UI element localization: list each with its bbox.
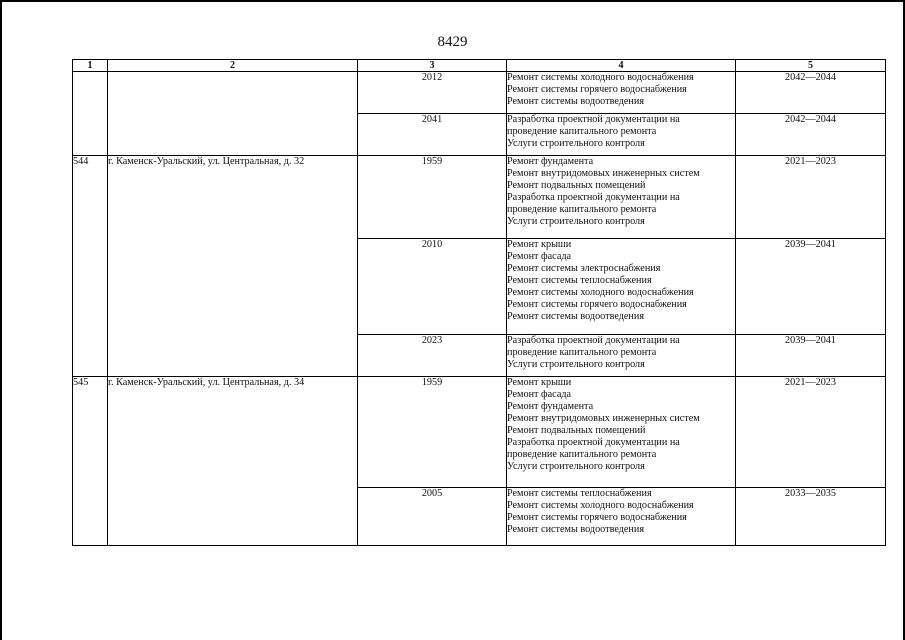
- row-address: г. Каменск-Уральский, ул. Центральная, д. 34: [108, 377, 358, 488]
- work-item: Ремонт системы холодного водоснабжения: [507, 287, 694, 298]
- work-item: Ремонт крыши: [507, 239, 572, 250]
- row-year: 2023: [358, 335, 507, 377]
- row-address: [108, 488, 358, 546]
- work-item: Ремонт внутридомовых инженерных систем: [507, 168, 700, 179]
- table-row: [73, 72, 886, 114]
- row-number: [73, 335, 108, 377]
- page-number: 8429: [437, 34, 468, 50]
- work-item: Услуги строительного контроля: [507, 461, 645, 472]
- row-period: 2021—2023: [736, 156, 886, 239]
- table-row: [73, 377, 886, 488]
- row-works: [507, 239, 736, 335]
- work-item: проведение капитального ремонта: [507, 347, 657, 358]
- row-number: 544: [73, 156, 108, 239]
- column-header-1: 1: [73, 60, 108, 72]
- row-year: 2041: [358, 114, 507, 156]
- row-address: [108, 239, 358, 335]
- table-row: [73, 335, 886, 377]
- work-item: Разработка проектной документации на: [507, 114, 680, 125]
- table-row: [73, 239, 886, 335]
- row-year: 2005: [358, 488, 507, 546]
- row-number: [73, 239, 108, 335]
- column-header-3: 3: [358, 60, 507, 72]
- work-item: Ремонт фундамента: [507, 156, 594, 167]
- row-year: 1959: [358, 156, 507, 239]
- work-item: Ремонт подвальных помещений: [507, 180, 646, 191]
- work-item: Ремонт фасада: [507, 389, 572, 400]
- work-item: Ремонт системы холодного водоснабжения: [507, 72, 694, 83]
- scan-border-top: [0, 0, 905, 2]
- row-address: [108, 114, 358, 156]
- row-year: 2012: [358, 72, 507, 114]
- work-item: проведение капитального ремонта: [507, 126, 657, 137]
- row-works: [507, 488, 736, 546]
- column-header-2: 2: [108, 60, 358, 72]
- work-item: Ремонт системы водоотведения: [507, 96, 645, 107]
- row-period: 2039—2041: [736, 239, 886, 335]
- work-item: Разработка проектной документации на: [507, 437, 680, 448]
- work-item: Ремонт фасада: [507, 251, 572, 262]
- work-item: проведение капитального ремонта: [507, 449, 657, 460]
- row-works: [507, 335, 736, 377]
- work-item: Ремонт системы горячего водоснабжения: [507, 299, 687, 310]
- row-works: [507, 114, 736, 156]
- row-period: 2042—2044: [736, 72, 886, 114]
- row-number: 545: [73, 377, 108, 488]
- row-works: [507, 156, 736, 239]
- work-item: Ремонт системы холодного водоснабжения: [507, 500, 694, 511]
- row-year: 1959: [358, 377, 507, 488]
- work-item: Ремонт системы электроснабжения: [507, 263, 661, 274]
- table-row: [73, 488, 886, 546]
- table-row: [73, 114, 886, 156]
- row-period: 2039—2041: [736, 335, 886, 377]
- row-period: 2042—2044: [736, 114, 886, 156]
- repair-schedule-table: [72, 59, 886, 546]
- row-address: г. Каменск-Уральский, ул. Центральная, д. 32: [108, 156, 358, 239]
- row-year: 2010: [358, 239, 507, 335]
- work-item: Ремонт крыши: [507, 377, 572, 388]
- work-item: проведение капитального ремонта: [507, 204, 657, 215]
- work-item: Ремонт системы теплоснабжения: [507, 275, 652, 286]
- row-works: [507, 72, 736, 114]
- work-item: Ремонт системы горячего водоснабжения: [507, 84, 687, 95]
- row-works: [507, 377, 736, 488]
- work-item: Ремонт внутридомовых инженерных систем: [507, 413, 700, 424]
- table-row: [73, 156, 886, 239]
- work-item: Ремонт системы горячего водоснабжения: [507, 512, 687, 523]
- row-number: [73, 72, 108, 114]
- work-item: Разработка проектной документации на: [507, 192, 680, 203]
- row-address: [108, 335, 358, 377]
- work-item: Услуги строительного контроля: [507, 138, 645, 149]
- column-header-5: 5: [736, 60, 886, 72]
- column-header-4: 4: [507, 60, 736, 72]
- work-item: Ремонт системы теплоснабжения: [507, 488, 652, 499]
- row-number: [73, 114, 108, 156]
- table-body: [73, 72, 886, 546]
- work-item: Разработка проектной документации на: [507, 335, 680, 346]
- scan-border-left: [0, 0, 2, 640]
- column-number-row: [73, 60, 886, 72]
- row-period: 2033—2035: [736, 488, 886, 546]
- work-item: Ремонт подвальных помещений: [507, 425, 646, 436]
- work-item: Услуги строительного контроля: [507, 216, 645, 227]
- work-item: Услуги строительного контроля: [507, 359, 645, 370]
- work-item: Ремонт системы водоотведения: [507, 311, 645, 322]
- work-item: Ремонт системы водоотведения: [507, 524, 645, 535]
- row-number: [73, 488, 108, 546]
- work-item: Ремонт фундамента: [507, 401, 594, 412]
- row-address: [108, 72, 358, 114]
- row-period: 2021—2023: [736, 377, 886, 488]
